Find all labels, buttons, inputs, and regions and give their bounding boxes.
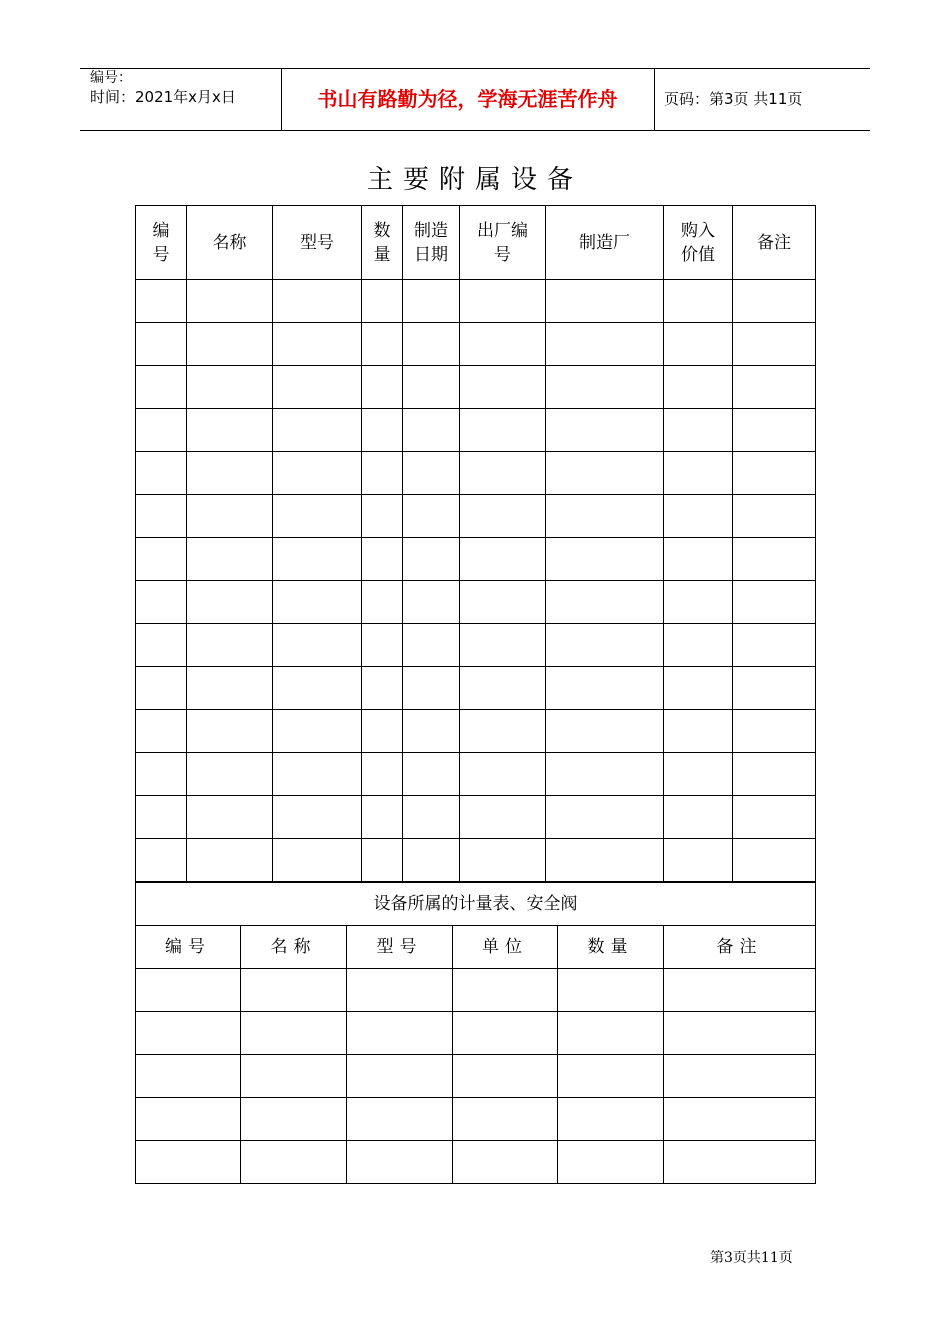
table-cell <box>664 280 733 323</box>
table-cell <box>546 409 664 452</box>
table-row <box>136 366 816 409</box>
meter-col-remarks: 备注 <box>664 926 816 969</box>
table-cell <box>136 409 187 452</box>
table-cell <box>187 323 273 366</box>
table-cell <box>460 753 546 796</box>
table-cell <box>136 710 187 753</box>
meter-col-quantity: 数量 <box>558 926 664 969</box>
table-cell <box>362 323 403 366</box>
table-cell <box>187 538 273 581</box>
table-cell <box>460 495 546 538</box>
table-cell <box>187 667 273 710</box>
table-cell <box>347 1141 453 1184</box>
table-cell <box>546 538 664 581</box>
table-row <box>136 1141 816 1184</box>
table-cell <box>136 667 187 710</box>
meter-col-model: 型号 <box>347 926 453 969</box>
table-cell <box>187 839 273 882</box>
table-cell <box>403 796 460 839</box>
table-cell <box>403 581 460 624</box>
table-cell <box>453 1141 558 1184</box>
table-cell <box>733 538 816 581</box>
table-cell <box>403 495 460 538</box>
table-cell <box>273 753 362 796</box>
table-cell <box>460 667 546 710</box>
meter-table-header-row <box>136 926 816 969</box>
table-cell <box>733 280 816 323</box>
col-header-remarks: 备注 <box>733 206 816 280</box>
table-cell <box>453 1055 558 1098</box>
table-cell <box>362 581 403 624</box>
meter-section-title-row <box>136 883 816 926</box>
table-cell <box>546 710 664 753</box>
table-cell <box>273 538 362 581</box>
table-cell <box>136 323 187 366</box>
table-cell <box>362 753 403 796</box>
col-header-manufacturer: 制造厂 <box>546 206 664 280</box>
document-header <box>80 68 870 131</box>
table-cell <box>347 1055 453 1098</box>
table-cell <box>273 280 362 323</box>
table-cell <box>273 452 362 495</box>
table-cell <box>136 1141 241 1184</box>
table-cell <box>403 323 460 366</box>
table-cell <box>403 624 460 667</box>
table-cell <box>136 366 187 409</box>
table-cell <box>664 366 733 409</box>
table-cell <box>664 1012 816 1055</box>
table-cell <box>187 710 273 753</box>
table-cell <box>273 667 362 710</box>
table-cell <box>241 969 347 1012</box>
table-cell <box>460 710 546 753</box>
col-header-model: 型号 <box>273 206 362 280</box>
table-cell <box>664 667 733 710</box>
page-title: 主要附属设备 <box>366 165 583 195</box>
table-cell <box>733 710 816 753</box>
table-cell <box>362 366 403 409</box>
table-cell <box>273 409 362 452</box>
table-row <box>136 839 816 882</box>
table-row <box>136 1098 816 1141</box>
table-cell <box>733 667 816 710</box>
table-cell <box>241 1055 347 1098</box>
table-cell <box>733 452 816 495</box>
table-cell <box>273 495 362 538</box>
table-row <box>136 409 816 452</box>
table-cell <box>733 495 816 538</box>
table-cell <box>664 1141 816 1184</box>
table-cell <box>546 495 664 538</box>
table-row <box>136 1012 816 1055</box>
date-line: 时间：2021年x月x日 <box>90 88 236 106</box>
header-motto-cell <box>281 69 655 130</box>
table-cell <box>187 581 273 624</box>
table-cell <box>546 796 664 839</box>
meter-col-unit: 单位 <box>453 926 558 969</box>
table-cell <box>362 796 403 839</box>
table-cell <box>362 538 403 581</box>
meter-col-name: 名称 <box>241 926 347 969</box>
main-table-header-row <box>136 206 816 280</box>
serial-number-label: 编号： <box>90 70 132 86</box>
table-cell <box>664 409 733 452</box>
table-cell <box>733 409 816 452</box>
table-cell <box>558 1012 664 1055</box>
table-row <box>136 538 816 581</box>
table-cell <box>136 969 241 1012</box>
table-cell <box>241 1098 347 1141</box>
col-header-number: 编 号 <box>136 206 187 280</box>
table-cell <box>187 796 273 839</box>
table-cell <box>347 1098 453 1141</box>
table-cell <box>136 839 187 882</box>
table-cell <box>733 839 816 882</box>
table-cell <box>664 710 733 753</box>
table-cell <box>733 366 816 409</box>
table-cell <box>664 624 733 667</box>
table-row <box>136 581 816 624</box>
table-cell <box>664 969 816 1012</box>
table-cell <box>273 624 362 667</box>
col-header-name: 名称 <box>187 206 273 280</box>
table-cell <box>733 624 816 667</box>
table-cell <box>460 323 546 366</box>
table-cell <box>558 1141 664 1184</box>
table-cell <box>273 710 362 753</box>
table-cell <box>273 323 362 366</box>
table-cell <box>187 495 273 538</box>
table-cell <box>460 280 546 323</box>
table-cell <box>362 280 403 323</box>
table-cell <box>362 409 403 452</box>
table-row <box>136 753 816 796</box>
table-cell <box>558 969 664 1012</box>
table-row <box>136 1055 816 1098</box>
table-cell <box>136 753 187 796</box>
table-cell <box>136 495 187 538</box>
table-cell <box>558 1055 664 1098</box>
table-cell <box>664 323 733 366</box>
table-cell <box>187 280 273 323</box>
table-cell <box>664 753 733 796</box>
meter-valve-table <box>135 882 816 1184</box>
table-cell <box>460 796 546 839</box>
table-cell <box>546 667 664 710</box>
table-cell <box>546 624 664 667</box>
table-cell <box>733 796 816 839</box>
table-cell <box>460 452 546 495</box>
table-cell <box>136 796 187 839</box>
table-row <box>136 624 816 667</box>
table-cell <box>664 1098 816 1141</box>
table-cell <box>546 452 664 495</box>
table-cell <box>460 409 546 452</box>
table-cell <box>453 1098 558 1141</box>
header-meta-cell <box>80 69 282 130</box>
table-cell <box>733 581 816 624</box>
table-cell <box>460 366 546 409</box>
table-cell <box>347 1012 453 1055</box>
table-cell <box>273 581 362 624</box>
meter-section-title: 设备所属的计量表、安全阀 <box>136 883 816 926</box>
table-cell <box>664 581 733 624</box>
table-cell <box>664 452 733 495</box>
table-cell <box>664 839 733 882</box>
table-row <box>136 452 816 495</box>
table-cell <box>664 495 733 538</box>
table-row <box>136 969 816 1012</box>
table-cell <box>403 710 460 753</box>
col-header-factory-serial: 出厂编 号 <box>460 206 546 280</box>
table-cell <box>733 323 816 366</box>
table-cell <box>460 538 546 581</box>
table-cell <box>546 323 664 366</box>
main-equipment-table <box>135 205 816 882</box>
table-cell <box>362 667 403 710</box>
table-row <box>136 710 816 753</box>
table-cell <box>664 538 733 581</box>
col-header-manufacture-date: 制造 日期 <box>403 206 460 280</box>
table-row <box>136 796 816 839</box>
table-cell <box>460 581 546 624</box>
table-cell <box>187 409 273 452</box>
table-cell <box>664 796 733 839</box>
header-page-cell <box>655 69 870 130</box>
table-cell <box>460 839 546 882</box>
table-cell <box>403 452 460 495</box>
table-cell <box>136 1098 241 1141</box>
table-cell <box>733 753 816 796</box>
table-cell <box>241 1012 347 1055</box>
table-cell <box>136 538 187 581</box>
page-footer: 第3页共11页 <box>710 1250 793 1266</box>
table-row <box>136 495 816 538</box>
table-cell <box>273 839 362 882</box>
col-header-purchase-value: 购入 价值 <box>664 206 733 280</box>
table-cell <box>403 409 460 452</box>
table-cell <box>403 280 460 323</box>
table-cell <box>273 366 362 409</box>
table-cell <box>403 667 460 710</box>
table-cell <box>273 796 362 839</box>
table-cell <box>558 1098 664 1141</box>
page-info: 页码：第3页 共11页 <box>664 90 803 108</box>
table-cell <box>187 624 273 667</box>
table-cell <box>136 581 187 624</box>
table-cell <box>403 538 460 581</box>
table-cell <box>546 280 664 323</box>
table-cell <box>241 1141 347 1184</box>
meter-col-number: 编号 <box>136 926 241 969</box>
table-cell <box>136 1012 241 1055</box>
table-cell <box>136 452 187 495</box>
col-header-quantity: 数 量 <box>362 206 403 280</box>
table-cell <box>453 969 558 1012</box>
table-cell <box>187 753 273 796</box>
table-cell <box>453 1012 558 1055</box>
table-row <box>136 667 816 710</box>
table-cell <box>347 969 453 1012</box>
table-cell <box>403 839 460 882</box>
table-cell <box>136 280 187 323</box>
table-row <box>136 280 816 323</box>
table-cell <box>136 624 187 667</box>
table-cell <box>546 839 664 882</box>
table-cell <box>187 452 273 495</box>
table-cell <box>403 753 460 796</box>
table-cell <box>664 1055 816 1098</box>
table-cell <box>362 624 403 667</box>
table-cell <box>187 366 273 409</box>
table-cell <box>546 366 664 409</box>
table-cell <box>362 839 403 882</box>
table-cell <box>460 624 546 667</box>
table-cell <box>362 710 403 753</box>
table-row <box>136 323 816 366</box>
table-cell <box>362 452 403 495</box>
table-cell <box>403 366 460 409</box>
table-cell <box>546 581 664 624</box>
table-cell <box>136 1055 241 1098</box>
table-cell <box>362 495 403 538</box>
motto-text: 书山有路勤为径，学海无涯苦作舟 <box>317 87 618 111</box>
table-cell <box>546 753 664 796</box>
